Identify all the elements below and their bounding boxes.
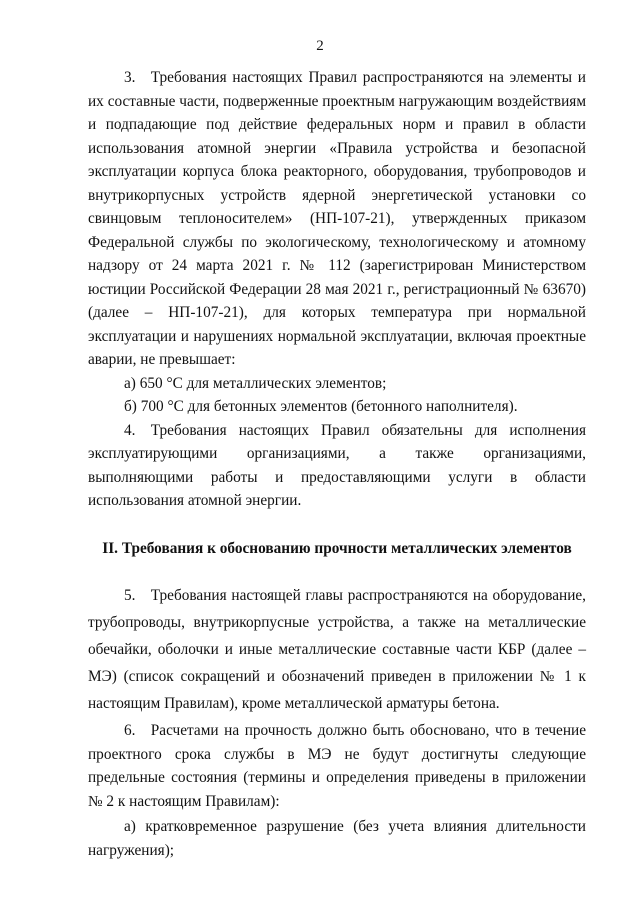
paragraph-5: 5. Требования настоящей главы распространяются на оборудование, трубопроводы, внутрикорпусные устройства, а также на металлические обечайки, оболочки и иные металлические составные части КБР (далее – МЭ) (список сокращений и обозначений приведен в приложении № 1 к настоящим Правилам), кроме металлической арматуры бетона. xyxy=(88,587,586,712)
paragraph-3: 3. Требования настоящих Правил распространяются на элементы и их составные части, подверженные проектным нагружающим воздействиям и подпадающие под действие федеральных норм и правил в области использования атомной энергии «Правила устройства и безопасной эксплуатации корпуса блока реакторного, оборудования, трубопроводов и внутрикорпусных устройств ядерной энергетической установки со свинцовым теплоносителем» (НП-107-21), утвержденных приказом Федеральной службы по экологическому, технологическому и атомному надзору от 24 марта 2021 г. № 112 (зарегистрирован Министерством юстиции Российской Федерации 28 мая 2021 г., регистрационный № 63670) (далее – НП-107-21), для которых температура при нормальной эксплуатации и нарушениях нормальной эксплуатации, включая проектные аварии, не превышает: xyxy=(88,69,586,368)
paragraph-6-item-a: а) кратковременное разрушение (без учета влияния длительности нагружения); xyxy=(88,818,586,859)
paragraph-3-item-a: а) 650 °C для металлических элементов; xyxy=(124,374,387,392)
paragraph-4: 4. Требования настоящих Правил обязательны для исполнения эксплуатирующими организациями, а также организациями, выполняющими работы и предоставляющими услуги в области использования атомной энергии. xyxy=(88,421,586,509)
section-heading-2: II. Требования к обоснованию прочности металлических элементов xyxy=(102,539,572,557)
paragraph-3-item-b: б) 700 °C для бетонных элементов (бетонного наполнителя). xyxy=(124,398,518,415)
page-number: 2 xyxy=(316,38,324,54)
document-body xyxy=(88,66,586,862)
paragraph-6: 6. Расчетами на прочность должно быть обосновано, что в течение проектного срока службы в МЭ не будут достигнуты следующие предельные состояния (термины и определения приведены в приложении № 2 к настоящим Правилам): xyxy=(88,722,586,810)
